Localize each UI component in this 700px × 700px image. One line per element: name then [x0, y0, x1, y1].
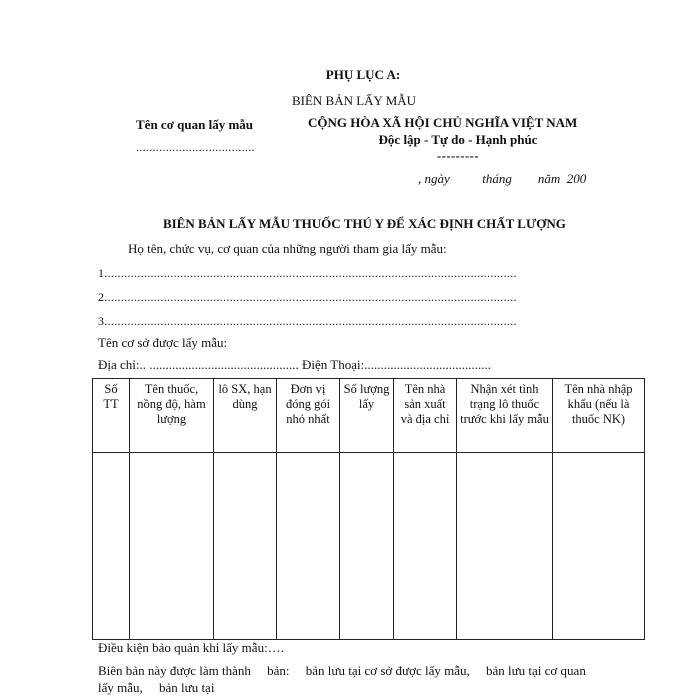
closing-line-1: Biên bản này được làm thành bản: bản lưu tại cơ sở được lấy mẫu, bản lưu tại cơ quan: [98, 663, 586, 678]
table-cell: [130, 453, 214, 640]
sample-table: [92, 378, 645, 640]
participant-line-3: 3.............................................................................................................................: [98, 314, 517, 328]
agency-label: Tên cơ quan lấy mẫu: [136, 117, 253, 132]
table-cell: [553, 453, 645, 640]
table-header-row: [93, 379, 645, 453]
table-cell: [340, 453, 394, 640]
table-cell: [93, 453, 130, 640]
table-body-row: [93, 453, 645, 640]
participant-line-2: 2.............................................................................................................................: [98, 290, 517, 304]
agency-name-blank: ....................................: [136, 140, 255, 154]
nation-heading: CỘNG HÒA XÃ HỘI CHỦ NGHĨA VIỆT NAM: [308, 115, 578, 130]
col-header-packaging-unit: Đơn vị đóng gói nhỏ nhất: [277, 379, 340, 453]
table-cell: [457, 453, 553, 640]
table-cell: [394, 453, 457, 640]
date-line: , ngày tháng năm 200: [418, 171, 587, 186]
address-phone-line: Địa chỉ:.. .............................................. Điện Thoại:.......................................: [98, 357, 491, 372]
col-header-no: Số TT: [93, 379, 130, 453]
motto-underline: ---------: [437, 149, 479, 163]
col-header-drug-name: Tên thuốc, nồng độ, hàm lượng: [130, 379, 214, 453]
appendix-heading: PHỤ LỤC A:: [325, 67, 401, 82]
col-header-batch-expiry: lô SX, hạn dùng: [214, 379, 277, 453]
participant-line-1: 1.............................................................................................................................: [98, 266, 517, 280]
col-header-importer: Tên nhà nhập khẩu (nếu là thuốc NK): [553, 379, 645, 453]
participants-label: Họ tên, chức vụ, cơ quan của những người tham gia lấy mẫu:: [128, 241, 447, 256]
document-title: BIÊN BẢN LẤY MẪU THUỐC THÚ Y ĐỂ XÁC ĐỊNH CHẤT LƯỢNG: [163, 216, 566, 231]
table-cell: [214, 453, 277, 640]
col-header-quantity: Số lượng lấy: [340, 379, 394, 453]
closing-line-2: lấy mẫu, bản lưu tại: [98, 680, 215, 695]
storage-conditions-line: Điều kiện bảo quản khi lấy mẫu:….: [98, 640, 284, 655]
col-header-remarks: Nhận xét tình trạng lô thuốc trước khi lấy mẫu: [457, 379, 553, 453]
nation-motto: Độc lập - Tự do - Hạnh phúc: [378, 132, 538, 147]
facility-label: Tên cơ sở được lấy mẫu:: [98, 335, 228, 350]
col-header-manufacturer: Tên nhà sản xuất và địa chỉ: [394, 379, 457, 453]
record-subtitle: BIÊN BẢN LẤY MẪU: [291, 93, 417, 108]
table-cell: [277, 453, 340, 640]
